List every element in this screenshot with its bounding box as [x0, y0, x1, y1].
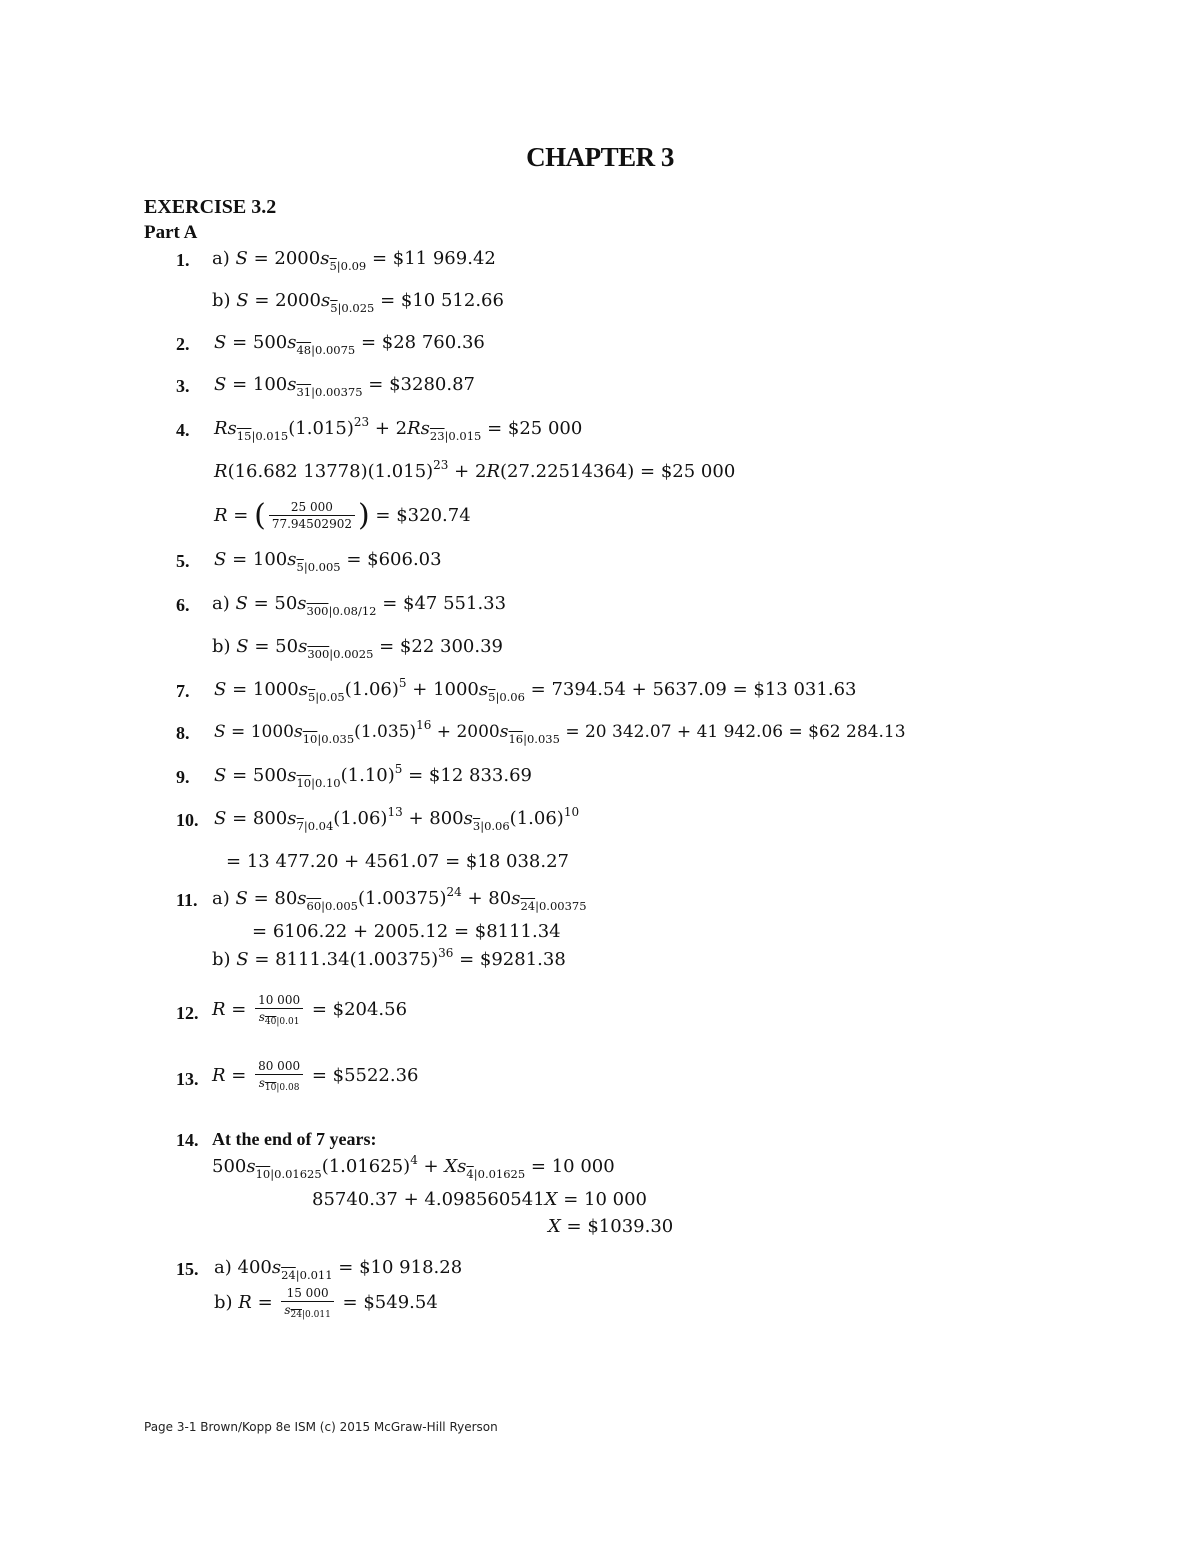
- problem-11a-line-1: a) $S = 80s60|0.005(1.00375)^{24} + 80s24|0.00375$: [212, 885, 587, 913]
- problem-number-12: 12.: [176, 1003, 199, 1023]
- problem-9: $S = 500s10|0.10(1.10)^5$ = $12 833.69: [214, 762, 532, 790]
- problem-number-5: 5.: [176, 551, 190, 571]
- chapter-title: CHAPTER 3: [526, 142, 674, 172]
- problem-number-11: 11.: [176, 890, 198, 910]
- problem-14-line-3: X = $1039.30: [548, 1216, 674, 1237]
- problem-7: $S = 1000s5|0.05(1.06)^5 + 1000s5|0.06 = 7394.54 + 5637.09$ = $13 031.63: [214, 676, 857, 704]
- problem-10-line-2: = 13 477.20 + 4561.07 = $18 038.27: [226, 851, 569, 872]
- part-title: Part A: [144, 222, 198, 243]
- problem-4-line-1: $Rs15|0.015(1.015)^{23} + 2Rs23|0.015$ = $25 000: [214, 415, 583, 443]
- problem-11a-line-2: = 6106.22 + 2005.12 = $8111.34: [252, 921, 561, 942]
- problem-number-4: 4.: [176, 420, 190, 440]
- problem-1a: a) S = 2000s5|0.09 = $11 969.42: [212, 248, 496, 273]
- problem-number-7: 7.: [176, 681, 190, 701]
- page-footer: Page 3-1 Brown/Kopp 8e ISM (c) 2015 McGraw-Hill Ryerson: [144, 1420, 498, 1434]
- problem-number-2: 2.: [176, 334, 190, 354]
- problem-14-intro: At the end of 7 years:: [212, 1129, 377, 1149]
- problem-11b: b) $S = 8111.34(1.00375)^{36}$ = $9281.38: [212, 946, 566, 970]
- problem-6a: a) S = 50s300|0.08/12 = $47 551.33: [212, 593, 507, 618]
- problem-14-line-1: $500s10|0.01625(1.01625)^4 + Xs4|0.01625 = 10$ 000: [212, 1153, 615, 1181]
- problem-5: S = 100s5|0.005 = $606.03: [214, 549, 442, 574]
- problem-number-6: 6.: [176, 595, 190, 615]
- problem-10-line-1: $S = 800s7|0.04(1.06)^{13} + 800s3|0.06(1.06)^{10}$: [214, 805, 580, 833]
- problem-6b: b) S = 50s300|0.0025 = $22 300.39: [212, 636, 503, 661]
- problem-number-9: 9.: [176, 767, 190, 787]
- problem-number-10: 10.: [176, 810, 199, 830]
- problem-8: $S = 1000s10|0.035(1.035)^{16} + 2000s16|0.035 = 20$ 342.07 + 41 942.06 = $62 284.13: [214, 718, 906, 746]
- problem-number-13: 13.: [176, 1069, 199, 1089]
- exercise-title: EXERCISE 3.2: [144, 196, 277, 218]
- problem-number-8: 8.: [176, 723, 190, 743]
- problem-4-line-2: R(16.682 $13778)(1.015)^{23} + 2R(27.22514364)$ = $25 000: [214, 458, 736, 482]
- problem-2: S = 500s48|0.0075 = $28 760.36: [214, 332, 485, 357]
- problem-1b: b) S = 2000s5|0.025 = $10 512.66: [212, 290, 504, 315]
- problem-number-14: 14.: [176, 1130, 199, 1150]
- problem-number-1: 1.: [176, 250, 190, 270]
- problem-13: R = $\frac{80 000}{s10|0.08}$ = $5522.36: [212, 1058, 419, 1093]
- problem-12: R = $\frac{10 000}{s40|0.01}$ = $204.56: [212, 992, 408, 1027]
- problem-4-line-3: R = ( $\frac{25 000}{77.94502902}$ ) = $320.74: [214, 498, 471, 533]
- problem-number-3: 3.: [176, 376, 190, 396]
- problem-3: S = 100s31|0.00375 = $3280.87: [214, 374, 475, 399]
- problem-15a: a) 400s24|0.011 = $10 918.28: [214, 1257, 463, 1282]
- problem-15b: b) R = $\frac{15 000}{s24|0.011}$ = $549.54: [214, 1285, 438, 1320]
- problem-number-15: 15.: [176, 1259, 199, 1279]
- problem-14-line-2: 85740.37 + 4.098560541X = 10 000: [312, 1189, 648, 1210]
